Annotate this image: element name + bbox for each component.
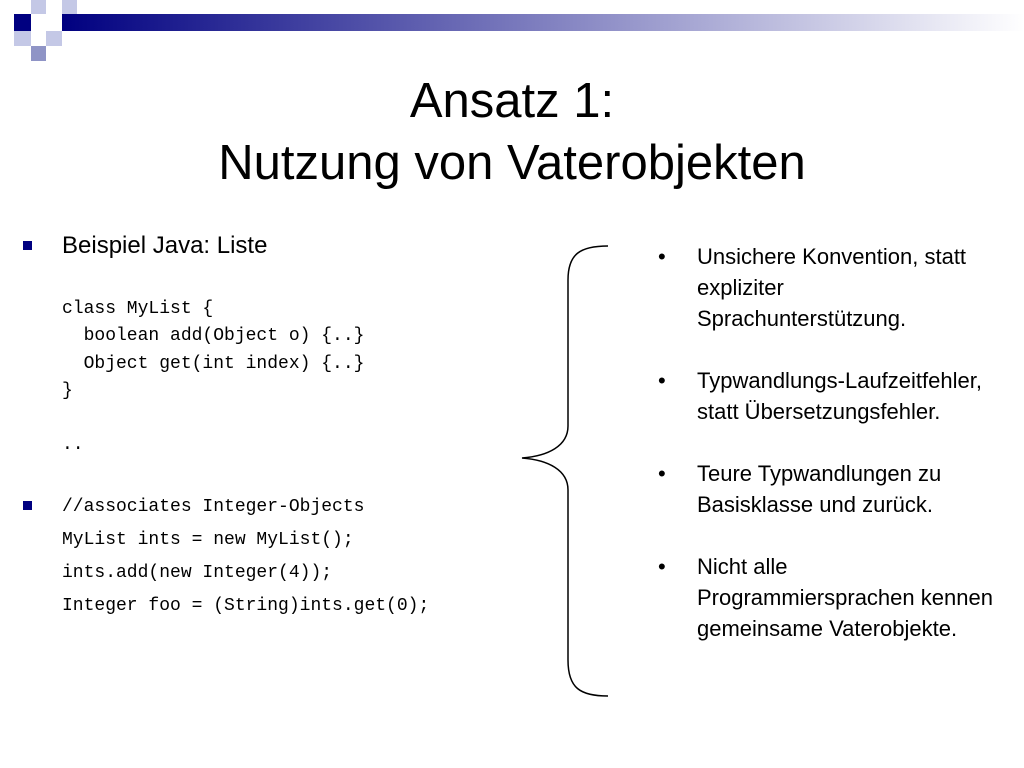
deco-square-light [31, 0, 46, 14]
bullet-dot-icon: • [658, 461, 666, 486]
deco-square-mid [31, 46, 46, 61]
header-decoration [0, 0, 1024, 62]
right-bullet-list [658, 241, 998, 675]
deco-square-light [46, 31, 62, 46]
bullet-dot-icon: • [658, 244, 666, 269]
list-item [658, 365, 998, 427]
deco-square-light [14, 31, 31, 46]
header-gradient-band [62, 14, 1024, 31]
list-item-text: Nicht alle Programmiersprachen kennen gemeinsame Vaterobjekte. [697, 554, 993, 641]
list-item [658, 458, 998, 520]
list-item-text: Typwandlungs-Laufzeitfehler, statt Übersetzungsfehler. [697, 368, 982, 424]
square-bullet-icon [23, 501, 32, 510]
slide-title [0, 70, 1024, 194]
bullet-dot-icon: • [658, 368, 666, 393]
bullet-dot-icon: • [658, 554, 666, 579]
list-item [658, 241, 998, 334]
list-item-text: Unsichere Konvention, statt expliziter Sprachunterstützung. [697, 244, 967, 331]
list-item [658, 551, 998, 644]
code-block-usage: //associates Integer-Objects MyList ints = new MyList(); ints.add(new Integer(4)); Integer foo = (String)ints.get(0); [62, 497, 430, 616]
title-line-1: Ansatz 1: [409, 74, 615, 128]
curly-brace-icon [510, 240, 620, 710]
title-line-2: Nutzung von Vaterobjekten [218, 136, 806, 190]
square-bullet-icon [23, 241, 32, 250]
deco-square-navy [14, 14, 31, 31]
deco-square-light [62, 0, 77, 14]
code-block-mylist: class MyList { boolean add(Object o) {..} Object get(int index) {..} } .. [62, 299, 365, 456]
bullet-label-java-list: Beispiel Java: Liste [62, 232, 268, 259]
list-item-text: Teure Typwandlungen zu Basisklasse und zurück. [697, 461, 942, 517]
